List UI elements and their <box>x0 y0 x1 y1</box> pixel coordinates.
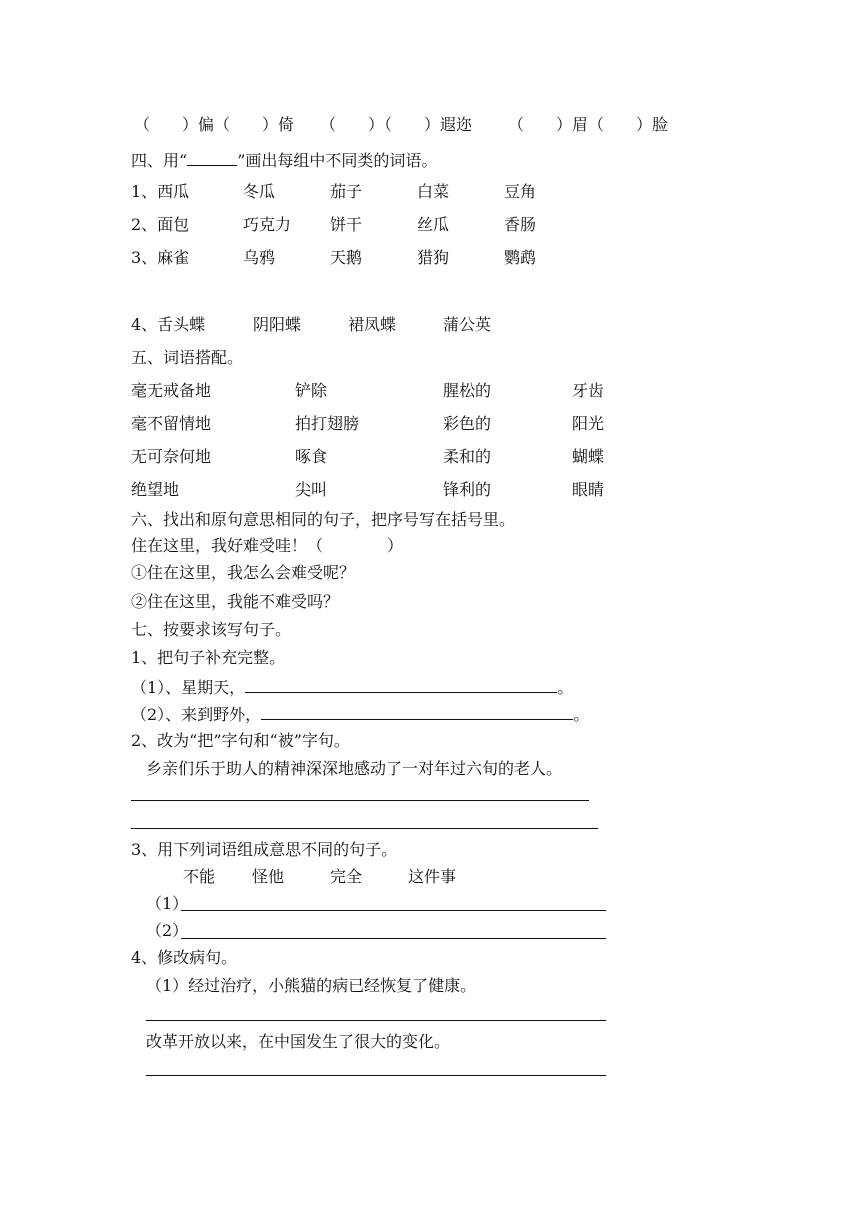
s4-r1-c2: 冬瓜 <box>243 182 276 201</box>
s4-r4-c3: 裙凤蝶 <box>348 315 397 334</box>
s7-q3-label-1: （1） <box>146 894 189 913</box>
period: 。 <box>557 678 574 697</box>
s5-r2-c3: 彩色的 <box>443 414 492 433</box>
answer-line-q4-1[interactable] <box>146 1020 606 1021</box>
s4-r3-c2: 乌鸦 <box>243 248 276 267</box>
s6-option-1: ①住在这里，我怎么会难受呢？ <box>131 563 356 582</box>
s7-q1-b <box>131 703 589 725</box>
s4-r2-c4: 丝瓜 <box>417 215 450 234</box>
s7-q3-title: 3、用下列词语组成意思不同的句子。 <box>131 840 398 859</box>
answer-line-q2b[interactable] <box>131 828 598 829</box>
answer-line-q1a[interactable] <box>245 676 557 693</box>
s4-r1-c5: 豆角 <box>504 182 537 201</box>
s5-r4-c1: 绝望地 <box>131 480 180 499</box>
s4-r2-c3: 饼干 <box>330 215 363 234</box>
s7-q3-word-1: 不能 <box>183 867 216 886</box>
s7-q2-title: 2、改为“把”字句和“被”字句。 <box>131 731 350 750</box>
period: 。 <box>573 705 590 724</box>
s6-original-sentence: 住在这里，我好难受哇！（ ） <box>131 536 404 555</box>
s7-q3-label-2: （2） <box>146 921 189 940</box>
s5-r1-c2: 铲除 <box>295 381 328 400</box>
s7-q1-a <box>131 676 573 698</box>
s4-r1-c4: 白菜 <box>417 182 450 201</box>
s7-q4-title: 4、修改病句。 <box>131 948 238 967</box>
s5-r1-c3: 腥松的 <box>443 381 492 400</box>
s4-r2-c5: 香肠 <box>504 215 537 234</box>
s5-r4-c4: 眼睛 <box>572 480 605 499</box>
s4-r1-c3: 茄子 <box>330 182 363 201</box>
s5-r2-c2: 拍打翅膀 <box>295 414 360 433</box>
s6-option-2: ②住在这里，我能不难受吗？ <box>131 592 340 611</box>
s5-r4-c3: 锋利的 <box>443 480 492 499</box>
s5-r3-c2: 啄食 <box>295 447 328 466</box>
s5-r1-c1: 毫无戒备地 <box>131 381 212 400</box>
s4-r2-c1: 2、面包 <box>131 215 190 234</box>
answer-line-q3-2[interactable] <box>181 938 606 939</box>
s7-q4-sentence-1: （1）经过治疗，小熊猫的病已经恢复了健康。 <box>146 976 477 995</box>
answer-line-q1b[interactable] <box>261 703 573 720</box>
s7-q3-word-2: 怪他 <box>252 867 285 886</box>
s4-r3-c4: 猎狗 <box>417 248 450 267</box>
s5-r2-c1: 毫不留情地 <box>131 414 212 433</box>
answer-line-q2a[interactable] <box>131 800 589 801</box>
underline-sample <box>187 149 237 166</box>
answer-line-q3-1[interactable] <box>181 910 606 911</box>
s5-r2-c4: 阳光 <box>572 414 605 433</box>
idiom-blank-3: （ ）眉（ ）脸 <box>508 115 669 134</box>
s5-r4-c2: 尖叫 <box>295 480 328 499</box>
answer-line-q4-2[interactable] <box>146 1075 606 1076</box>
idiom-blank-1: （ ）偏（ ）倚 <box>134 115 295 134</box>
s4-r3-c3: 天鹅 <box>330 248 363 267</box>
s7-q1-b-text: （2）、来到野外， <box>131 705 262 724</box>
s5-r1-c4: 牙齿 <box>572 381 605 400</box>
section-5-title: 五、词语搭配。 <box>131 348 244 367</box>
section-4-title-before: 四、用“ <box>131 151 188 170</box>
s4-r1-c1: 1、西瓜 <box>131 182 190 201</box>
s4-r2-c2: 巧克力 <box>243 215 292 234</box>
idiom-blank-2: （ ）（ ）遐迩 <box>320 115 473 134</box>
s7-q3-word-4: 这件事 <box>408 867 457 886</box>
s4-r4-c2: 阴阳蝶 <box>253 315 302 334</box>
section-6-title: 六、找出和原句意思相同的句子，把序号写在括号里。 <box>131 510 516 529</box>
s4-r4-c1: 4、舌头蝶 <box>131 315 206 334</box>
s7-q1-a-text: （1）、星期天， <box>131 678 246 697</box>
section-4-title-after: ”画出每组中不同类的词语。 <box>237 151 438 170</box>
s4-r3-c5: 鹦鹉 <box>504 248 537 267</box>
s5-r3-c1: 无可奈何地 <box>131 447 212 466</box>
s7-q3-word-3: 完全 <box>330 867 363 886</box>
section-7-title: 七、按要求该写句子。 <box>131 620 292 639</box>
s4-r3-c1: 3、麻雀 <box>131 248 190 267</box>
s7-q2-sentence: 乡亲们乐于助人的精神深深地感动了一对年过六旬的老人。 <box>146 759 563 778</box>
s5-r3-c4: 蝴蝶 <box>572 447 605 466</box>
section-4-title <box>131 149 437 171</box>
s5-r3-c3: 柔和的 <box>443 447 492 466</box>
s7-q1-title: 1、把句子补充完整。 <box>131 648 286 667</box>
s4-r4-c4: 蒲公英 <box>443 315 492 334</box>
s7-q4-sentence-2: 改革开放以来，在中国发生了很大的变化。 <box>146 1032 451 1051</box>
